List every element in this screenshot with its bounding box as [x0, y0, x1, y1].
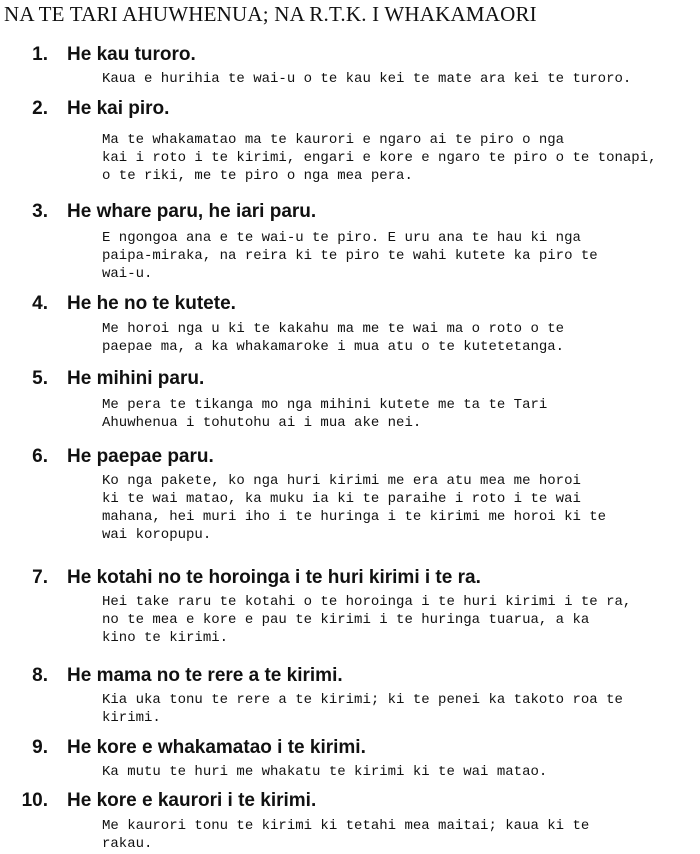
body-line: rakau. — [102, 836, 153, 852]
body-line: Kia uka tonu te rere a te kirimi; ki te penei ka takoto roa te — [102, 692, 623, 708]
item-number: 10. — [21, 790, 48, 811]
body-line: E ngongoa ana e te wai-u te piro. E uru ana te hau ki nga — [102, 230, 581, 246]
body-line: wai-u. — [102, 266, 153, 282]
item-number: 8. — [32, 665, 48, 686]
body-line: kai i roto i te kirimi, engari e kore e ngaro te piro o te tonapi, — [102, 150, 657, 166]
item-heading: He paepae paru. — [67, 446, 214, 467]
body-line: Ahuwhenua i tohutohu ai i mua ake nei. — [102, 415, 422, 431]
item-heading: He kore e kaurori i te kirimi. — [67, 790, 317, 811]
item-body — [102, 472, 694, 544]
item-heading: He whare paru, he iari paru. — [67, 201, 317, 222]
item-heading: He kotahi no te horoinga i te huri kirimi i te ra. — [67, 567, 481, 588]
item-number: 9. — [32, 737, 48, 758]
item-number: 2. — [32, 98, 48, 119]
item-number: 5. — [32, 368, 48, 389]
body-line: Ma te whakamatao ma te kaurori e ngaro ai te piro o nga — [102, 132, 565, 148]
item-heading: He mama no te rere a te kirimi. — [67, 665, 343, 686]
body-line: Hei take raru te kotahi o te horoinga i te huri kirimi i te ra, — [102, 594, 632, 610]
item-number: 4. — [32, 293, 48, 314]
body-line: kino te kirimi. — [102, 630, 229, 646]
item-body — [102, 396, 694, 432]
body-line: Kaua e hurihia te wai-u o te kau kei te mate ara kei te turoro. — [102, 71, 632, 87]
item-heading: He kai piro. — [67, 98, 170, 119]
page-title: NA TE TARI AHUWHENUA; NA R.T.K. I WHAKAMAORI — [4, 2, 537, 26]
item-heading: He kore e whakamatao i te kirimi. — [67, 737, 366, 758]
body-line: Me horoi nga u ki te kakahu ma me te wai ma o roto o te — [102, 321, 565, 337]
body-line: no te mea e kore e pau te kirimi i te huringa tuarua, a ka — [102, 612, 590, 628]
body-line: paepae ma, a ka whakamaroke i mua atu o te kutetetanga. — [102, 339, 565, 355]
item-number: 1. — [32, 44, 48, 65]
body-line: kirimi. — [102, 710, 161, 726]
body-line: Ka mutu te huri me whakatu te kirimi ki te wai matao. — [102, 764, 548, 780]
item-body — [102, 70, 694, 88]
item-heading: He kau turoro. — [67, 44, 196, 65]
item-heading: He mihini paru. — [67, 368, 205, 389]
item-body — [102, 817, 694, 853]
body-line: Ko nga pakete, ko nga huri kirimi me era atu mea me horoi — [102, 473, 581, 489]
item-body — [102, 320, 694, 356]
item-heading: He he no te kutete. — [67, 293, 236, 314]
item-number: 6. — [32, 446, 48, 467]
body-line: Me pera te tikanga mo nga mihini kutete me ta te Tari — [102, 397, 548, 413]
body-line: o te riki, me te piro o nga mea pera. — [102, 168, 413, 184]
body-line: ki te wai matao, ka muku ia ki te paraihe i roto i te wai — [102, 491, 581, 507]
item-body — [102, 763, 694, 781]
body-line: wai koropupu. — [102, 527, 212, 543]
body-line: Me kaurori tonu te kirimi ki tetahi mea maitai; kaua ki te — [102, 818, 590, 834]
item-body — [102, 131, 694, 185]
item-body — [102, 691, 694, 727]
item-number: 3. — [32, 201, 48, 222]
item-body — [102, 229, 694, 283]
item-number: 7. — [32, 567, 48, 588]
body-line: mahana, hei muri iho i te huringa i te kirimi me horoi ki te — [102, 509, 607, 525]
item-body — [102, 593, 694, 647]
body-line: paipa-miraka, na reira ki te piro te wahi kutete ka piro te — [102, 248, 598, 264]
